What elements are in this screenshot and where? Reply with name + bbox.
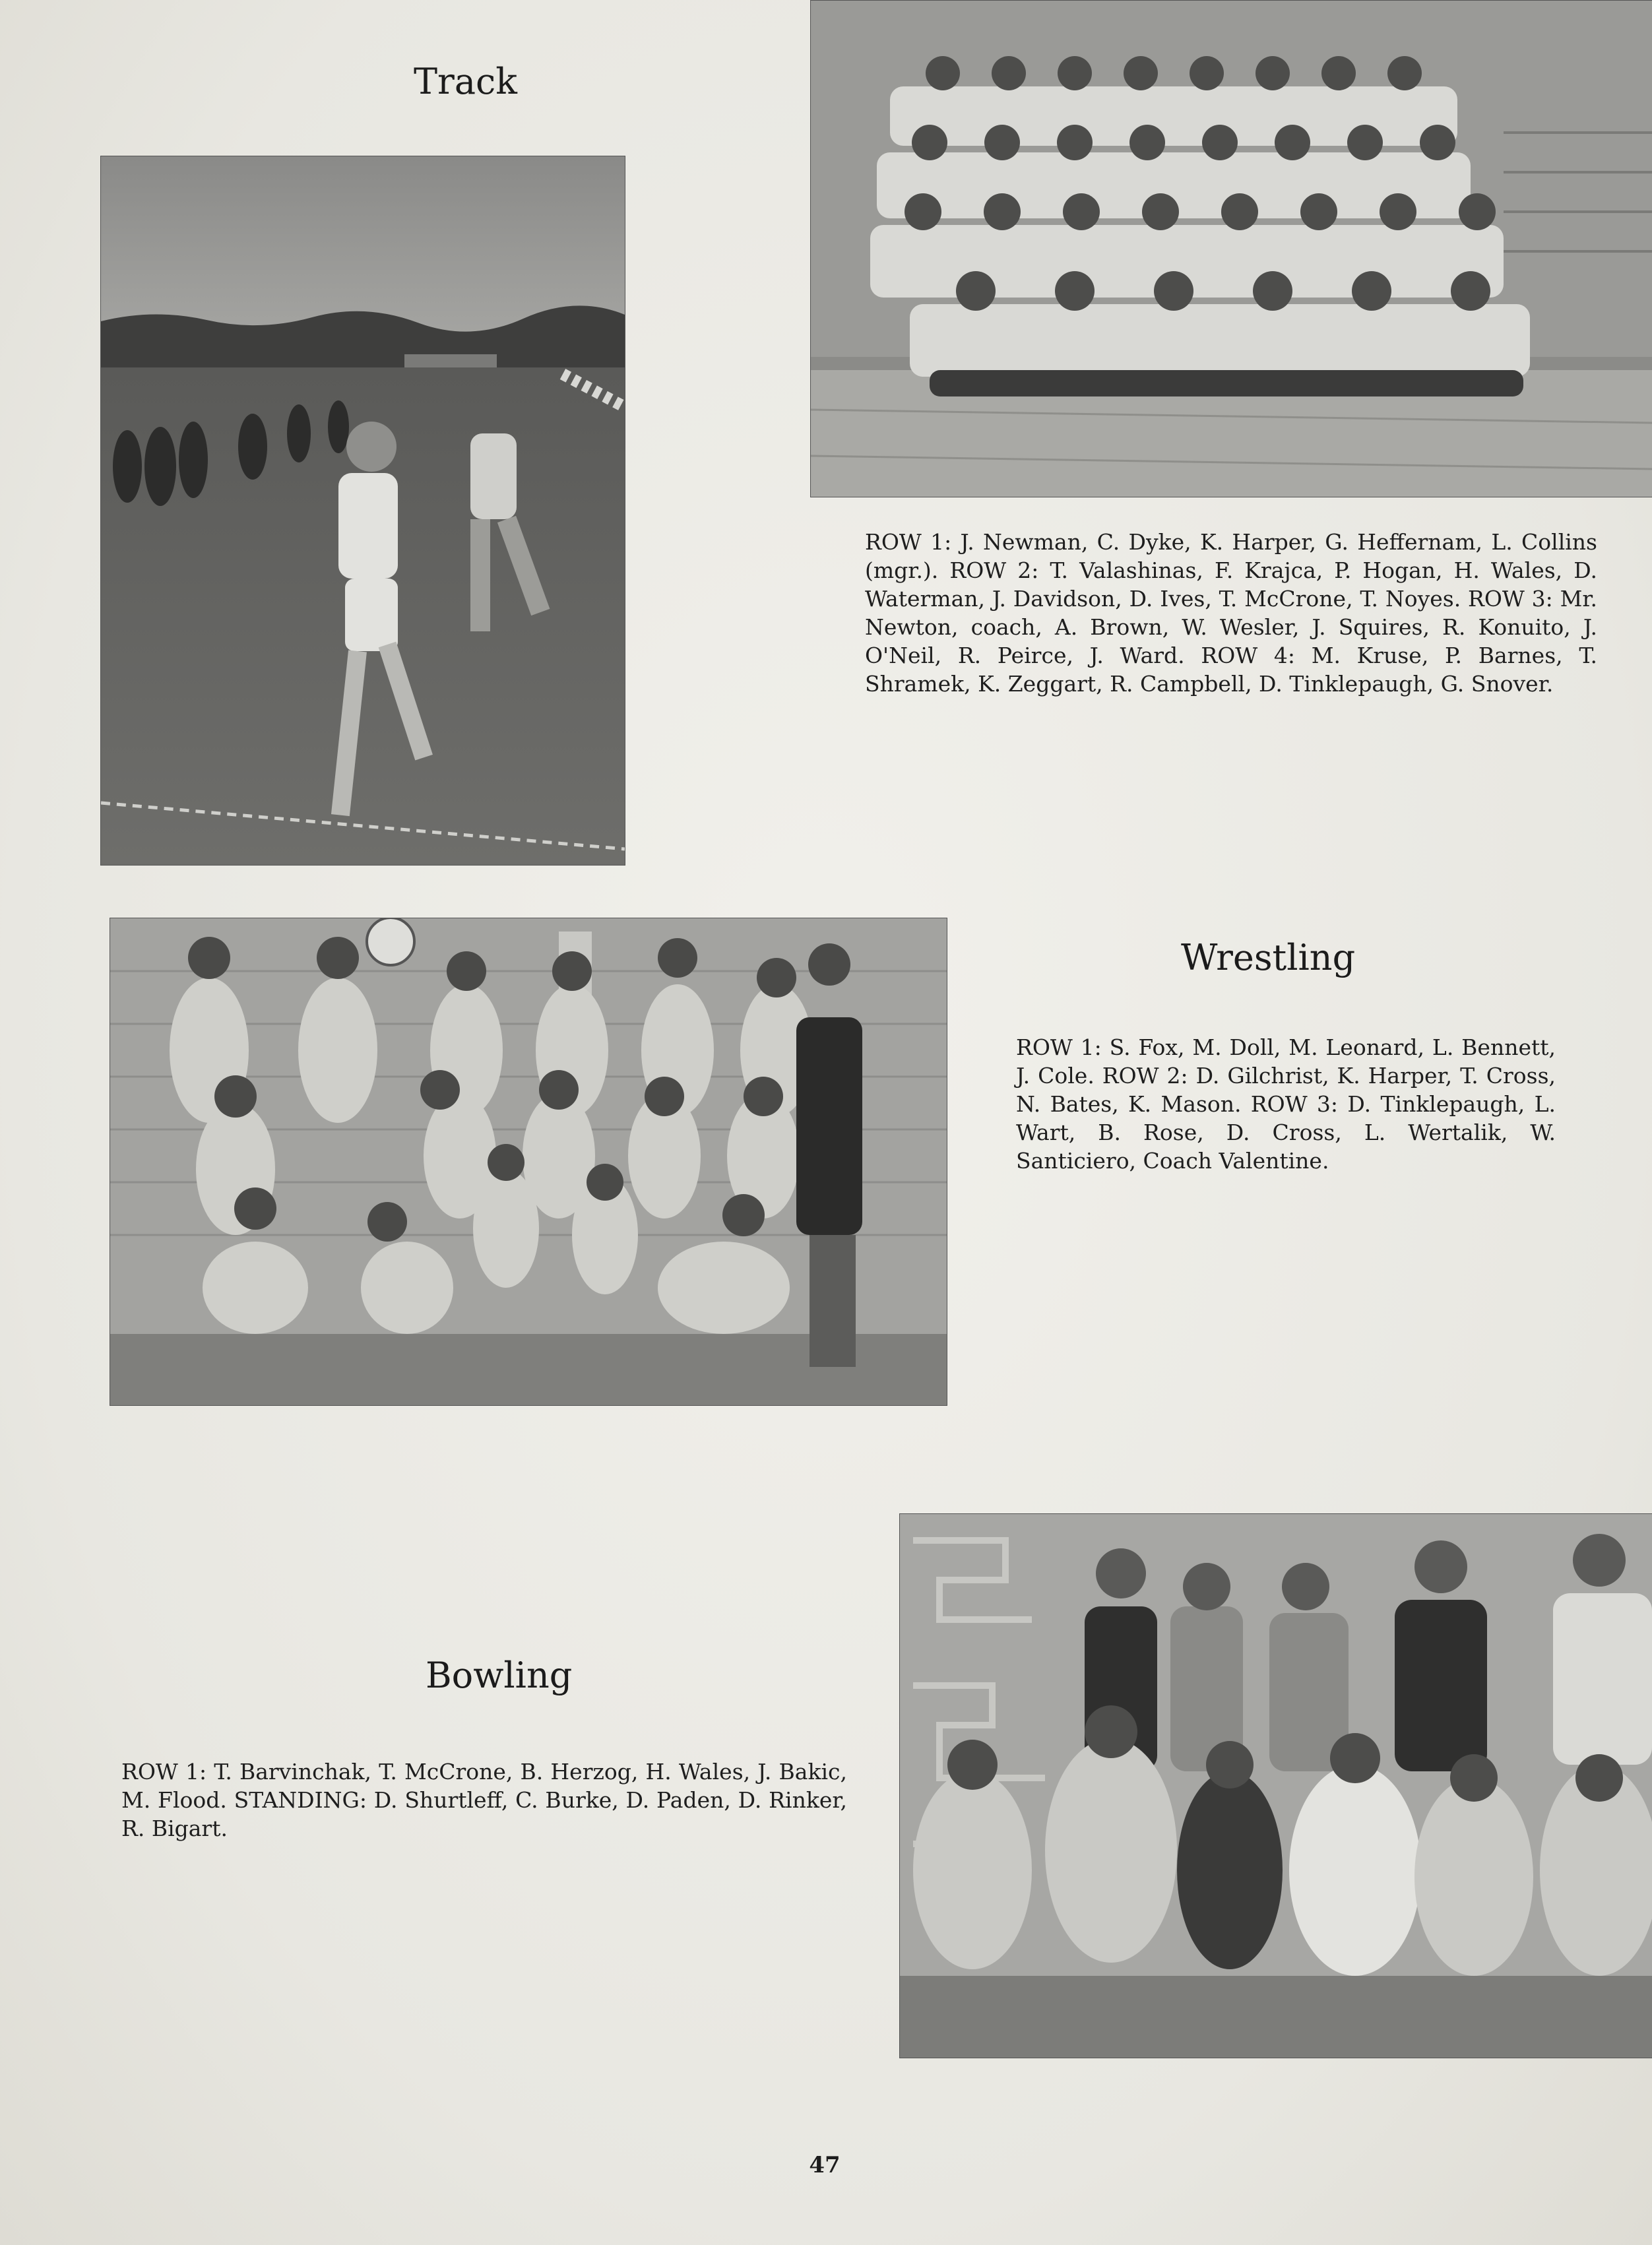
track-race-photo bbox=[100, 156, 625, 866]
wrestling-heading: Wrestling bbox=[1181, 937, 1356, 978]
track-team-photo bbox=[810, 0, 1652, 497]
page-number: 47 bbox=[809, 2152, 841, 2178]
bowling-team-photo bbox=[899, 1513, 1652, 2058]
bowling-heading: Bowling bbox=[426, 1655, 573, 1696]
track-caption: ROW 1: J. Newman, C. Dyke, K. Harper, G. Heffernam, L. Collins (mgr.). ROW 2: T. Valashinas, F. Krajca, P. Hogan, H. Wales, D. Waterman, J. Davidson, D. Ives, T. McCrone, T. Noyes. ROW 3: Mr. Newton, coach, A. Brown, W. Wesler, J. Squires, R. Konuito, J. O'Neil, R. Peirce, J. Ward. ROW 4: M. Kruse, P. Barnes, T. Shramek, K. Zeggart, R. Campbell, D. Tinklepaugh, G. Snover. bbox=[865, 529, 1597, 697]
track-heading: Track bbox=[414, 61, 517, 102]
wrestling-team-photo bbox=[110, 918, 947, 1406]
bowling-caption: ROW 1: T. Barvinchak, T. McCrone, B. Herzog, H. Wales, J. Bakic, M. Flood. STANDING: D. Shurtleff, C. Burke, D. Paden, D. Rinker, R. Bigart. bbox=[121, 1759, 847, 1841]
wrestling-caption: ROW 1: S. Fox, M. Doll, M. Leonard, L. Bennett, J. Cole. ROW 2: D. Gilchrist, K. Harper, T. Cross, N. Bates, K. Mason. ROW 3: D. Tinklepaugh, L. Wart, B. Rose, D. Cross, L. Wertalik, W. Santiciero, Coach Valentine. bbox=[1016, 1034, 1556, 1174]
